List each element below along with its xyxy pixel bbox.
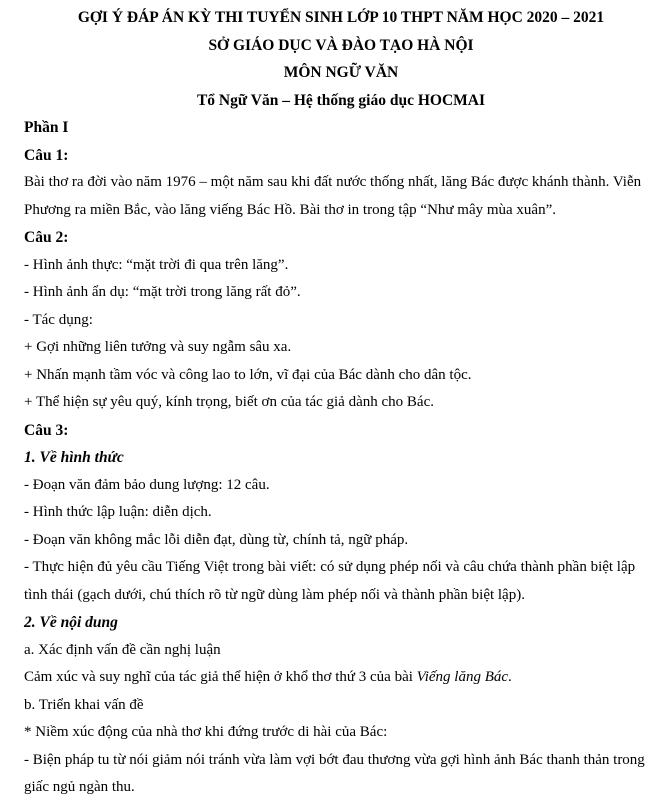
- part-1-heading: Phần I: [24, 119, 69, 136]
- question-2-line: + Nhấn mạnh tầm vóc và công lao to lớn, vĩ đại của Bác dành cho dân tộc.: [24, 366, 472, 383]
- question-2-line: + Gợi những liên tưởng và suy ngẫm sâu xa.: [24, 339, 292, 355]
- content-item-b-point: * Niềm xúc động của nhà thơ khi đứng trước di hài của Bác:: [24, 724, 388, 740]
- poem-title: Viếng lăng Bác: [416, 669, 509, 685]
- content-item-a-prefix: Cảm xúc và suy nghĩ của tác giả thể hiện ở khổ thơ thứ 3 của bài: [24, 669, 417, 685]
- form-requirements-heading: 1. Về hình thức: [24, 449, 124, 466]
- content-item-a-text: [24, 664, 658, 692]
- form-requirement-line: - Đoạn văn đảm bảo dung lượng: 12 câu.: [24, 476, 270, 493]
- content-item-a-suffix: .: [508, 669, 512, 685]
- question-2-line: - Tác dụng:: [24, 311, 93, 328]
- content-item-a-label: a. Xác định vấn đề cần nghị luận: [24, 641, 221, 658]
- question-2-line: - Hình ảnh ẩn dụ: “mặt trời trong lăng rất đỏ”.: [24, 284, 301, 300]
- form-requirement-long-item: - Thực hiện đủ yêu cầu Tiếng Việt trong bài viết: có sử dụng phép nối và câu chứa thành phần biệt lập tình thái (gạch dưới, chú thích rõ từ ngữ dùng làm phép nối và thành phần biệt lập).: [24, 559, 636, 603]
- question-2-line: - Hình ảnh thực: “mặt trời đi qua trên lăng”.: [24, 256, 289, 273]
- doc-title-line-2: SỞ GIÁO DỤC VÀ ĐÀO TẠO HÀ NỘI: [208, 36, 474, 54]
- form-requirement-line: - Đoạn văn không mắc lỗi diễn đạt, dùng từ, chính tả, ngữ pháp.: [24, 531, 409, 548]
- question-2-heading: Câu 2:: [24, 229, 69, 246]
- question-1-answer: Bài thơ ra đời vào năm 1976 – một năm sau khi đất nước thống nhất, lăng Bác được khánh thành. Viễn Phương ra miền Bắc, vào lăng viếng Bác Hồ. Bài thơ in trong tập “Như mây mùa xuân”.: [24, 174, 642, 218]
- content-item-b-detail: - Biện pháp tu từ nói giảm nói tránh vừa làm vợi bớt đau thương vừa gợi hình ảnh Bác thanh thản trong giấc ngủ ngàn thu.: [24, 751, 645, 795]
- question-3-heading: Câu 3:: [24, 421, 69, 439]
- content-requirements-heading: 2. Về nội dung: [24, 614, 118, 631]
- doc-title-line-3: MÔN NGỮ VĂN: [283, 64, 399, 81]
- content-item-b-label: b. Triển khai vấn đề: [24, 696, 144, 713]
- doc-title-line-1: GỢI Ý ĐÁP ÁN KỲ THI TUYỂN SINH LỚP 10 THPT NĂM HỌC 2020 – 2021: [77, 9, 605, 26]
- question-1-heading: Câu 1:: [24, 146, 69, 164]
- form-requirement-line: - Hình thức lập luận: diễn dịch.: [24, 504, 212, 520]
- question-2-line: + Thể hiện sự yêu quý, kính trọng, biết ơn của tác giả dành cho Bác.: [24, 394, 434, 410]
- doc-title-line-4: Tổ Ngữ Văn – Hệ thống giáo dục HOCMAI: [196, 91, 486, 109]
